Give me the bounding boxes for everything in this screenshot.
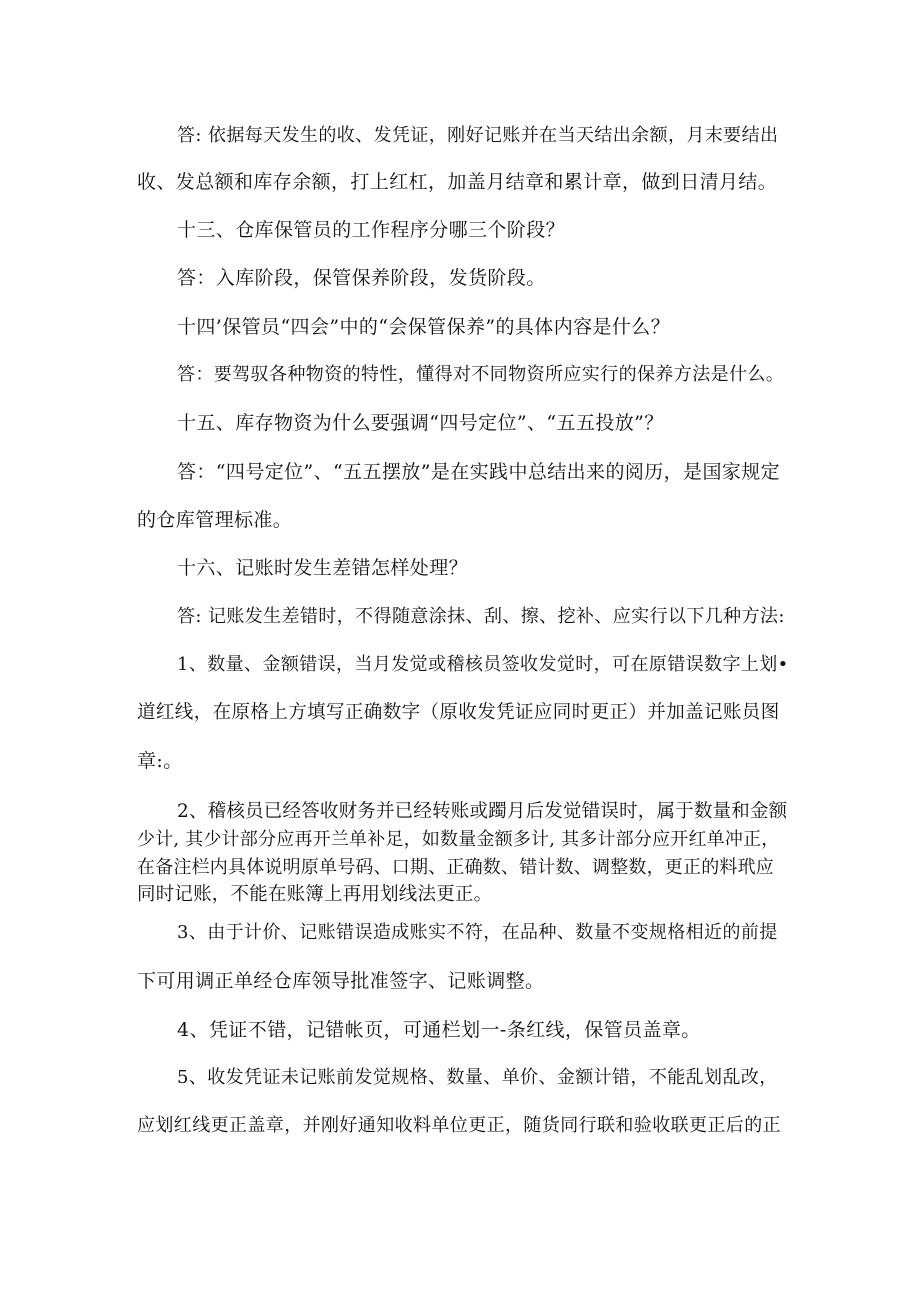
text-line: 少计, 其少计部分应再开兰单补足，如数量金额多计, 其多计部分应开红单冲正， [137,829,780,850]
text-line: 4、凭证不错，记错帐页，可通栏划一-条红线，保管员盖章。 [177,1019,701,1041]
text-line: 收、发总额和库存余额，打上红杠，加盖月结章和累计章，做到日清月结。 [137,171,778,193]
question-heading: 十三、仓库保管员的工作程序分哪三个阶段？ [177,219,566,241]
text-line: 答: 依据每天发生的收、发凭证，刚好记账并在当天结出余额，月末要结出 [177,125,779,146]
text-line: 下可用调正单经仓库领导批准签字、记账调整。 [137,970,545,992]
text-line: 在备注栏内具体说明原单号码、口期、正确数、错计数、调整数，更正的料玳应 [137,857,774,878]
text-line: 应划红线更正盖章，并刚好通知收料单位更正，随货同行联和验收联更正后的正 [137,1115,781,1136]
text-line: 2、稽核员已经答收财务并已经转账或躅月后发觉错误时，属于数量和金额 [177,801,788,822]
text-line: 答：入库阶段，保管保养阶段，发货阶段。 [177,267,546,289]
text-line: 的仓库管理标准。 [137,509,293,531]
text-line: 道红线，在原格上方填写正确数字（原收发凭证应同时更正）并加盖记账员图 [137,702,780,723]
text-line: 同时记账，不能在账簿上再用划线法更正。 [137,884,493,905]
text-line: 答：“四号定位”、“五五摆放”是在实践中总结出来的阅历，是国家规定 [177,461,781,483]
text-line: 章:。 [137,750,183,772]
question-heading: 十四’保管员“四会”中的“会保管保养”的具体内容是什么？ [177,316,671,338]
text-line: 1、数量、金额错误，当月发觉或稽核员签收发觉时，可在原错误数字上划• [177,654,789,675]
text-line: 3、由于计价、记账错误造成账实不符，在品种、数量不变规格相近的前提 [177,922,778,943]
question-heading: 十六、记账时发生差错怎样处理？ [177,557,469,579]
text-line: 答：要驾驭各种物资的特性，懂得对不同物资所应实行的保养方法是什么。 [177,364,785,385]
text-line: 5、收发凭证未记账前发觉规格、数量、单价、金额计错，不能乱划乱改， [177,1067,778,1088]
text-line: 答: 记账发生差错时，不得随意涂抹、刮、擦、挖补、应实行以下几种方法: [177,606,785,627]
question-heading: 十五、库存物资为什么要强调“四号定位”、“五五投放”？ [177,412,664,434]
